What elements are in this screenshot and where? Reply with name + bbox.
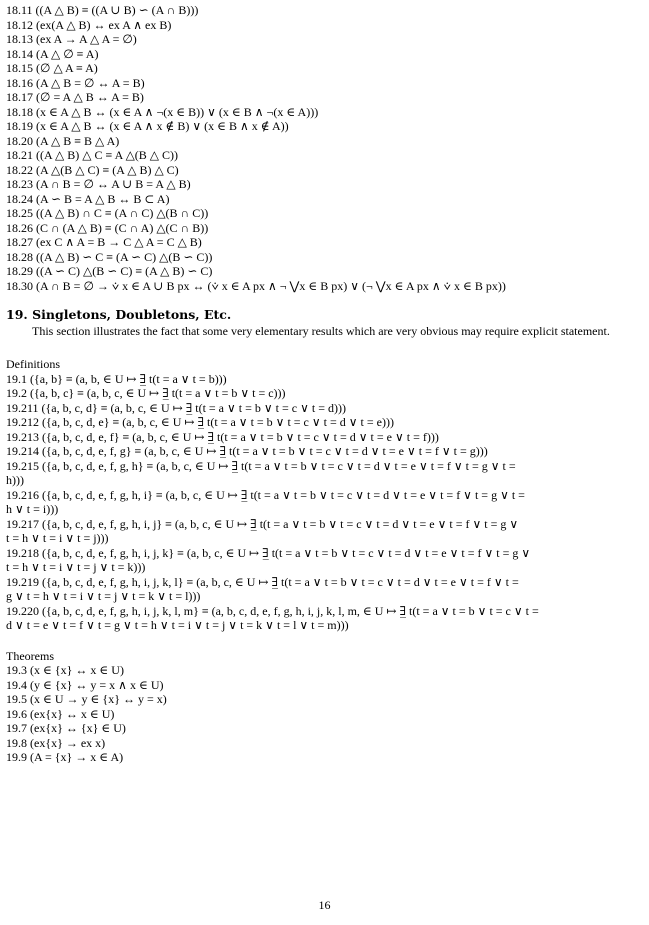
theorem-line: 18.15 (∅ △ A ≡ A) [6, 61, 98, 75]
theorem-line: 18.22 (A △(B △ C) ≡ (A △ B) △ C) [6, 162, 179, 177]
definitions-label: Definitions [6, 357, 60, 371]
definition-line: 19.213 ({a, b, c, d, e, f} ≡ (a, b, c, ∈ U ↦ ∃̲ t(t = a ∨ t = b ∨ t = c ∨ t = d ∨ t = e ∨ t = f))) [6, 429, 439, 444]
theorem-line: 18.20 (A △ B ≡ B △ A) [6, 133, 120, 148]
definition-line-continuation: t = h ∨ t = i ∨ t = j))) [6, 531, 109, 545]
theorem-line: 18.11 ((A △ B) ≡ ((A ∪ B) ∽ (A ∩ B))) [6, 3, 199, 17]
spacer [6, 633, 643, 649]
page-number: 16 [318, 898, 331, 912]
theorem-line: 18.14 (A △ ∅ ≡ A) [6, 46, 99, 61]
theorem-line: 18.30 (A ∩ B = ∅ → ⩒ x ∈ A ∪ B p̲x ↔ (⩒ x ∈ A p̲x ∧ ¬ ⋁x ∈ B p̲x) ∨ (¬ ⋁x ∈ A p̲x ∧ ⩒ x ∈ B p̲x)) [6, 278, 506, 293]
definition-line: 19.2 ({a, b, c} ≡ (a, b, c, ∈ U ↦ ∃̲ t(t = a ∨ t = b ∨ t = c))) [6, 386, 286, 400]
definition-line-continuation: h))) [6, 473, 24, 487]
definition-line-wrapped [6, 575, 643, 604]
theorem-line: 19.8 (ex{x} → ex x) [6, 735, 106, 750]
section-intro-paragraph: This section illustrates the fact that some very elementary results which are very obvious may require explicit statement. [32, 324, 610, 338]
theorem-line: 19.6 (ex{x} ↔ x ∈ U) [6, 706, 115, 721]
definition-line-continuation: g ∨ t = h ∨ t = i ∨ t = j ∨ t = k ∨ t = l))) [6, 589, 201, 603]
section-18-theorem-list [6, 3, 643, 293]
theorem-line: 19.4 (y ∈ {x} ↔ y = x ∧ x ∈ U) [6, 677, 164, 692]
definition-line: 19.1 ({a, b} ≡ (a, b, ∈ U ↦ ∃̲ t(t = a ∨ t = b))) [6, 371, 227, 386]
definition-line-continuation: t = h ∨ t = i ∨ t = j ∨ t = k))) [6, 560, 146, 574]
theorem-line: 18.23 (A ∩ B = ∅ ↔ A ∪ B = A △ B) [6, 177, 191, 191]
theorem-line: 18.24 (A ∽ B = A △ B ↔ B ⊂ A) [6, 191, 170, 206]
definition-line-continuation: h ∨ t = i))) [6, 502, 59, 516]
definition-line-wrapped [6, 459, 643, 488]
theorem-line: 18.27 (ex C ∧ A = B → C △ A = C △ B) [6, 235, 202, 249]
theorem-line: 18.16 (A △ B = ∅ ↔ A = B) [6, 75, 145, 90]
theorem-line: 18.18 (x ∈ A △ B ↔ (x ∈ A ∧ ¬(x ∈ B)) ∨ (x ∈ B ∧ ¬(x ∈ A))) [6, 104, 319, 119]
theorem-line: 19.3 (x ∈ {x} ↔ x ∈ U) [6, 663, 124, 677]
definition-line: 19.212 ({a, b, c, d, e} ≡ (a, b, c, ∈ U ↦ ∃̲ t(t = a ∨ t = b ∨ t = c ∨ t = d ∨ t = e))) [6, 415, 394, 429]
definition-line-wrapped [6, 517, 643, 546]
theorem-line: 18.17 (∅ = A △ B ↔ A = B) [6, 90, 144, 104]
theorems-list [6, 663, 643, 765]
definition-line: 19.211 ({a, b, c, d} ≡ (a, b, c, ∈ U ↦ ∃̲ t(t = a ∨ t = b ∨ t = c ∨ t = d))) [6, 400, 346, 415]
definition-line-continuation: d ∨ t = e ∨ t = f ∨ t = g ∨ t = h ∨ t = i ∨ t = j ∨ t = k ∨ t = l ∨ t = m))) [6, 618, 349, 632]
definition-line-wrapped [6, 604, 643, 633]
definition-line-first: 19.220 ({a, b, c, d, e, f, g, h, i, j, k, l, m} ≡ (a, b, c, d, e, f, g, h, i, j, k, l, m, ∈ U ↦ ∃̲ t(t = a ∨ t = b ∨ t = c ∨ t = [6, 603, 539, 618]
theorem-line: 18.29 ((A ∽ C) △(B ∽ C) ≡ (A △ B) ∽ C) [6, 264, 213, 278]
definitions-list [6, 372, 643, 459]
definitions-wrapped-list [6, 459, 643, 633]
theorem-line: 18.28 ((A △ B) ∽ C ≡ (A ∽ C) △(B ∽ C)) [6, 249, 213, 264]
definition-line-first: 19.217 ({a, b, c, d, e, f, g, h, i, j} ≡ (a, b, c, ∈ U ↦ ∃̲ t(t = a ∨ t = b ∨ t = c ∨ t = d ∨ t = e ∨ t = f ∨ t = g ∨ [6, 516, 519, 531]
definition-line-wrapped [6, 488, 643, 517]
definition-line-first: 19.219 ({a, b, c, d, e, f, g, h, i, j, k, l} ≡ (a, b, c, ∈ U ↦ ∃̲ t(t = a ∨ t = b ∨ t = c ∨ t = d ∨ t = e ∨ t = f ∨ t = [6, 574, 519, 589]
theorem-line: 18.26 (C ∩ (A △ B) ≡ (C ∩ A) △(C ∩ B)) [6, 220, 209, 235]
section-heading: 19. Singletons, Doubletons, Etc. [6, 307, 232, 322]
theorem-line: 19.9 (A = {x} → x ∈ A) [6, 750, 124, 764]
definition-line: 19.214 ({a, b, c, d, e, f, g} ≡ (a, b, c, ∈ U ↦ ∃̲ t(t = a ∨ t = b ∨ t = c ∨ t = d ∨ t = e ∨ t = f ∨ t = g))) [6, 444, 488, 458]
definition-line-first: 19.215 ({a, b, c, d, e, f, g, h} ≡ (a, b, c, ∈ U ↦ ∃̲ t(t = a ∨ t = b ∨ t = c ∨ t = d ∨ t = e ∨ t = f ∨ t = g ∨ t = [6, 458, 516, 473]
theorems-label: Theorems [6, 648, 54, 663]
theorem-line: 18.13 (ex A → A △ A = ∅) [6, 32, 137, 46]
definition-line-wrapped [6, 546, 643, 575]
theorem-line: 18.19 (x ∈ A △ B ↔ (x ∈ A ∧ x ∉ B) ∨ (x ∈ B ∧ x ∉ A)) [6, 119, 289, 133]
theorem-line: 18.12 (ex(A △ B) ↔ ex A ∧ ex B) [6, 17, 172, 32]
theorem-line: 19.5 (x ∈ U → y ∈ {x} ↔ y = x) [6, 692, 167, 706]
definition-line-first: 19.216 ({a, b, c, d, e, f, g, h, i} ≡ (a, b, c, ∈ U ↦ ∃̲ t(t = a ∨ t = b ∨ t = c ∨ t = d ∨ t = e ∨ t = f ∨ t = g ∨ t = [6, 487, 525, 502]
theorem-line: 18.21 ((A △ B) △ C ≡ A △(B △ C)) [6, 148, 179, 162]
theorem-line: 19.7 (ex{x} ↔ {x} ∈ U) [6, 721, 126, 735]
definition-line-first: 19.218 ({a, b, c, d, e, f, g, h, i, j, k} ≡ (a, b, c, ∈ U ↦ ∃̲ t(t = a ∨ t = b ∨ t = c ∨ t = d ∨ t = e ∨ t = f ∨ t = g ∨ [6, 545, 531, 560]
theorem-line: 18.25 ((A △ B) ∩ C ≡ (A ∩ C) △(B ∩ C)) [6, 206, 209, 220]
